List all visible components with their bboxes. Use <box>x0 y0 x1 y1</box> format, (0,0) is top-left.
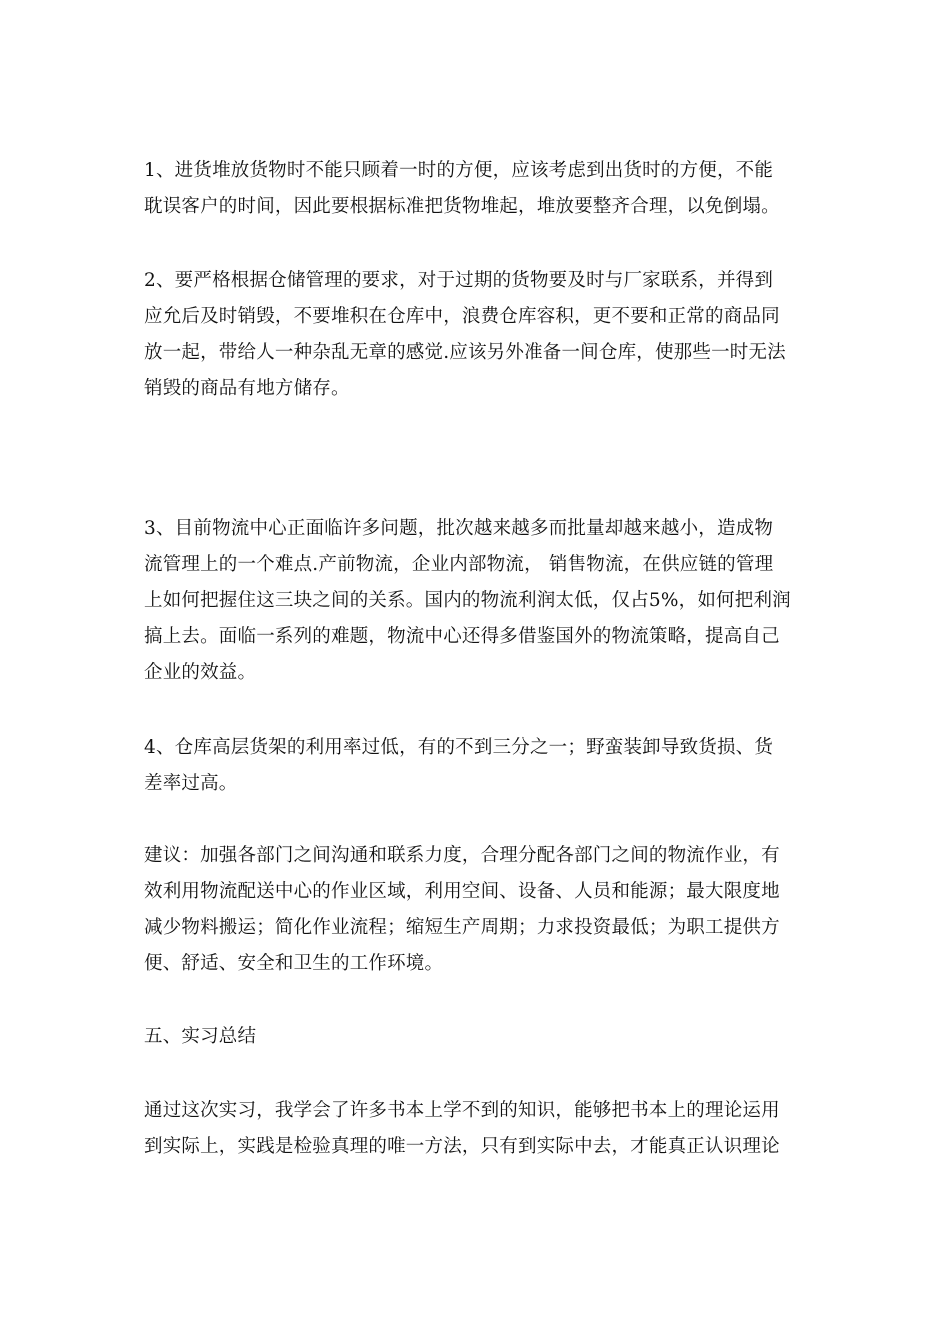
paragraph-summary <box>144 1093 808 1165</box>
text-line: 减少物料搬运；简化作业流程；缩短生产周期；力求投资最低；为职工提供方 <box>144 917 780 938</box>
paragraph-item-4 <box>144 730 808 802</box>
section-heading <box>144 1019 808 1055</box>
text-line: 2、要严格根据仓储管理的要求，对于过期的货物要及时与厂家联系，并得到 <box>144 270 774 291</box>
text-line: 差率过高。 <box>144 773 238 794</box>
text-line: 建议：加强各部门之间沟通和联系力度，合理分配各部门之间的物流作业，有 <box>144 845 780 866</box>
text-line: 应允后及时销毁，不要堆积在仓库中，浪费仓库容积，更不要和正常的商品同 <box>144 306 780 327</box>
text-line: 放一起，带给人一种杂乱无章的感觉.应该另外准备一间仓库，使那些一时无法 <box>144 342 786 363</box>
text-line: 4、仓库高层货架的利用率过低，有的不到三分之一；野蛮装卸导致货损、货 <box>144 737 774 758</box>
text-line: 耽误客户的时间，因此要根据标准把货物堆起，堆放要整齐合理，以免倒塌。 <box>144 196 780 217</box>
text-line: 上如何把握住这三块之间的关系。国内的物流利润太低，仅占5%，如何把利润 <box>144 590 791 611</box>
paragraph-item-2 <box>144 263 808 407</box>
text-line: 便、舒适、安全和卫生的工作环境。 <box>144 953 444 974</box>
paragraph-suggestion <box>144 838 808 982</box>
text-line: 通过这次实习，我学会了许多书本上学不到的知识，能够把书本上的理论运用 <box>144 1100 780 1121</box>
paragraph-item-1 <box>144 153 808 225</box>
text-line: 1、进货堆放货物时不能只顾着一时的方便，应该考虑到出货时的方便，不能 <box>144 160 774 181</box>
text-line: 搞上去。面临一系列的难题，物流中心还得多借鉴国外的物流策略，提高自己 <box>144 626 780 647</box>
text-line: 企业的效益。 <box>144 662 257 683</box>
text-line: 销毁的商品有地方储存。 <box>144 378 350 399</box>
text-line: 3、目前物流中心正面临许多问题，批次越来越多而批量却越来越小，造成物 <box>144 518 774 539</box>
paragraph-item-3 <box>144 511 808 691</box>
text-line: 五、实习总结 <box>144 1026 257 1047</box>
text-line: 效利用物流配送中心的作业区域，利用空间、设备、人员和能源；最大限度地 <box>144 881 780 902</box>
text-line: 到实际上，实践是检验真理的唯一方法，只有到实际中去，才能真正认识理论 <box>144 1136 780 1157</box>
text-line: 流管理上的一个难点.产前物流，企业内部物流， 销售物流，在供应链的管理 <box>144 554 774 575</box>
